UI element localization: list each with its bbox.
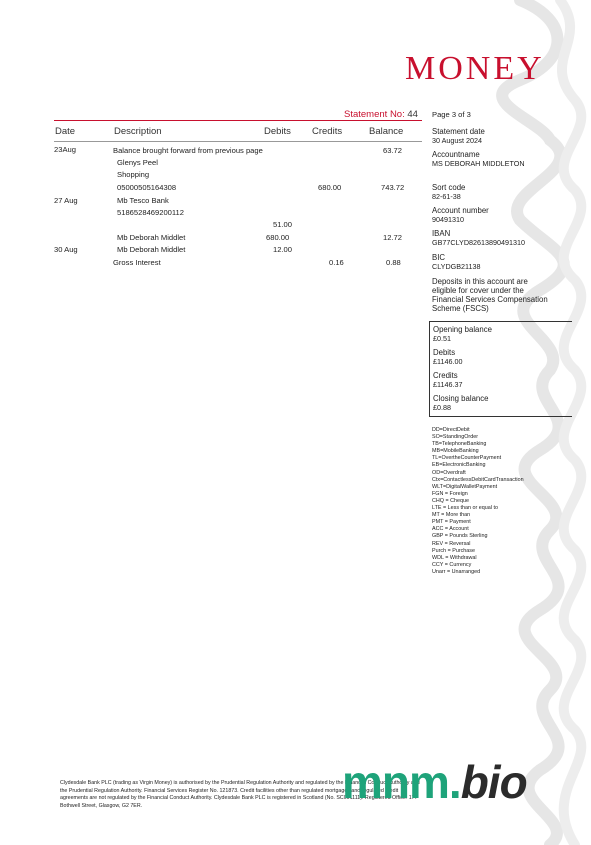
mnm-bio-watermark — [342, 755, 527, 809]
col-header-balance: Balance — [369, 126, 404, 137]
abbreviation-item: MT = More than — [432, 512, 471, 519]
row-description: 5186528469200112 — [117, 208, 185, 217]
abbreviation-item: CHQ = Cheque — [432, 497, 470, 504]
row-balance: 743.72 — [381, 183, 405, 192]
account-name-value: MS DEBORAH MIDDLETON — [432, 159, 525, 168]
abbreviation-item: ACC = Account — [432, 526, 469, 533]
row-description: Glenys Peel — [117, 158, 158, 167]
abbreviation-item: Ctx=ContactlessDebitCardTransaction — [432, 476, 524, 483]
abbreviation-item: LTE = Less than or equal to — [432, 505, 498, 512]
footer-line: the Prudential Regulation Authority. Financial Services Register No. 121873. Credit facilities other than regulated mortgages and regulated credit — [60, 787, 399, 794]
statement-date-value: 30 August 2024 — [432, 136, 482, 145]
bic-value: CLYDGB21138 — [432, 262, 481, 271]
row-date: 30 Aug — [54, 245, 78, 254]
abbreviation-item: DD=DirectDebit — [432, 427, 470, 433]
row-balance: 12.72 — [383, 233, 403, 242]
account-number-label: Account number — [432, 206, 489, 215]
row-debit: 680.00 — [266, 233, 290, 242]
abbreviation-item: OD=Overdraft — [432, 469, 466, 476]
abbreviation-item: FGN = Foreign — [432, 490, 468, 497]
row-description: Mb Deborah Middlet — [117, 245, 186, 254]
row-description: Mb Deborah Middlet — [117, 233, 186, 242]
fscs-line: Deposits in this account are — [432, 277, 528, 286]
row-description: Gross Interest — [113, 258, 161, 267]
row-date: 23Aug — [54, 145, 76, 154]
abbreviation-item: EB=ElectronicBanking — [432, 462, 486, 469]
fscs-line: Scheme (FSCS) — [432, 304, 489, 313]
page-number: Page 3 of 3 — [432, 110, 471, 119]
row-description: Shopping — [117, 170, 150, 179]
iban-value: GB77CLYD82613890491310 — [432, 238, 525, 247]
col-header-credits: Credits — [312, 126, 343, 137]
sort-code-label: Sort code — [432, 183, 466, 192]
opening-balance-value: £0.51 — [433, 334, 451, 343]
col-header-description: Description — [114, 126, 162, 137]
header-divider-red — [54, 120, 422, 121]
row-credit: 0.16 — [329, 258, 344, 267]
col-header-debits: Debits — [264, 126, 291, 137]
debits-label: Debits — [433, 348, 456, 357]
decorative-swirl-watermark — [480, 0, 591, 845]
sort-code-value: 82-61-38 — [432, 192, 461, 201]
opening-balance-label: Opening balance — [433, 325, 492, 334]
row-description: Mb Tesco Bank — [117, 196, 169, 205]
statement-number — [344, 109, 418, 120]
account-name-label: Accountname — [432, 150, 480, 159]
abbreviation-legend — [432, 427, 524, 576]
abbreviation-item: WLT=DigitalWalletPayment — [432, 483, 498, 490]
account-number-value: 90491310 — [432, 215, 464, 224]
statement-date-label: Statement date — [432, 127, 485, 136]
debits-value: £1146.00 — [433, 357, 463, 366]
col-header-date: Date — [55, 126, 76, 137]
header-divider-grey — [54, 141, 422, 142]
row-debit: 51.00 — [273, 220, 293, 229]
footer-line: agreements are not regulated by the Financial Conduct Authority. Clydesdale Bank PLC is registered in Scotland (No. SC001111). Registered Office: 177 — [60, 795, 418, 801]
statement-number-value: 44 — [407, 109, 418, 120]
footer-line: Clydesdale Bank PLC (trading as Virgin Money) is authorised by the Prudential Regulation Authority and regulated by the Financial Conduct Authority and — [60, 780, 420, 786]
row-date: 27 Aug — [54, 196, 78, 205]
virgin-money-logo — [405, 50, 545, 88]
abbreviation-item: Purch = Purchase — [432, 547, 475, 554]
bic-label: BIC — [432, 253, 445, 262]
logo-text: MONEY — [405, 50, 545, 87]
abbreviation-item: MB=MobileBanking — [432, 448, 479, 455]
credits-label: Credits — [433, 371, 458, 380]
closing-balance-value: £0.88 — [433, 403, 451, 412]
row-debit: 12.00 — [273, 245, 293, 254]
row-balance: 0.88 — [386, 258, 401, 267]
abbreviation-item: REV = Reversal — [432, 540, 471, 547]
iban-label: IBAN — [432, 229, 451, 238]
abbreviation-item: WDL = Withdrawal — [432, 554, 477, 561]
statement-number-label: Statement No: — [344, 109, 405, 120]
row-balance: 63.72 — [383, 146, 403, 155]
credits-value: £1146.37 — [433, 380, 463, 389]
abbreviation-item: GBP = Pounds Sterling — [432, 533, 488, 540]
abbreviation-item: SO=StandingOrder — [432, 434, 478, 441]
fscs-line: Financial Services Compensation — [432, 295, 548, 304]
row-credit: 680.00 — [318, 183, 342, 192]
balance-summary-box — [429, 321, 572, 417]
abbreviation-item: CCY = Currency — [432, 561, 472, 568]
abbreviation-item: Unarr = Unarranged — [432, 568, 481, 575]
closing-balance-label: Closing balance — [433, 394, 489, 403]
row-description: 05000505164308 — [117, 183, 177, 192]
abbreviation-item: TB=TelephoneBanking — [432, 441, 487, 448]
watermark-text: mnm.bio — [342, 756, 527, 808]
row-description: Balance brought forward from previous page — [113, 146, 263, 155]
footer-line: Bothwell Street, Glasgow, G2 7ER. — [60, 802, 143, 809]
abbreviation-item: TL=OvertheCounterPayment — [432, 455, 502, 462]
abbreviation-item: PMT = Payment — [432, 519, 471, 526]
fscs-line: eligible for cover under the — [432, 286, 524, 295]
